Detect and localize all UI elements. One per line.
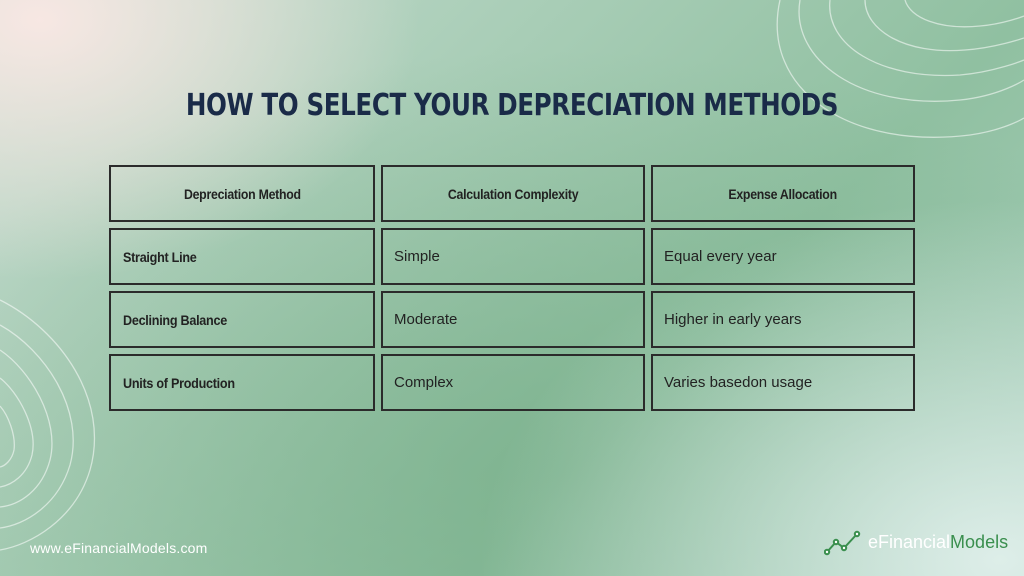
table-row [109, 228, 915, 285]
page-title: HOW TO SELECT YOUR DEPRECIATION METHODS [185, 88, 839, 123]
header-expense-allocation: Expense Allocation [728, 185, 838, 202]
method-cell [109, 291, 375, 348]
allocation-cell: Varies basedon usage [651, 354, 915, 411]
table-header-cell [651, 165, 915, 222]
method-cell [109, 228, 375, 285]
complexity-cell: Simple [381, 228, 645, 285]
table-header-row [109, 165, 915, 222]
logo-suffix: Models [950, 531, 1009, 552]
header-depreciation-method: Depreciation Method [183, 185, 301, 202]
efinancialmodels-logo [824, 528, 1008, 556]
table-header-cell [109, 165, 375, 222]
logo-prefix: eFinancial [868, 531, 951, 552]
table-header-cell [381, 165, 645, 222]
method-cell [109, 354, 375, 411]
table-row [109, 354, 915, 411]
table-row [109, 291, 915, 348]
allocation-cell: Equal every year [651, 228, 915, 285]
method-name: Straight Line [123, 248, 197, 265]
complexity-cell: Complex [381, 354, 645, 411]
complexity-cell: Moderate [381, 291, 645, 348]
header-calculation-complexity: Calculation Complexity [447, 185, 579, 202]
allocation-cell: Higher in early years [651, 291, 915, 348]
footer-website-url: www.eFinancialModels.com [30, 540, 208, 556]
method-name: Units of Production [123, 374, 235, 391]
method-name: Declining Balance [123, 311, 227, 328]
depreciation-methods-table [109, 165, 915, 417]
growth-chart-icon [824, 528, 864, 556]
logo-wordmark [868, 532, 1008, 553]
